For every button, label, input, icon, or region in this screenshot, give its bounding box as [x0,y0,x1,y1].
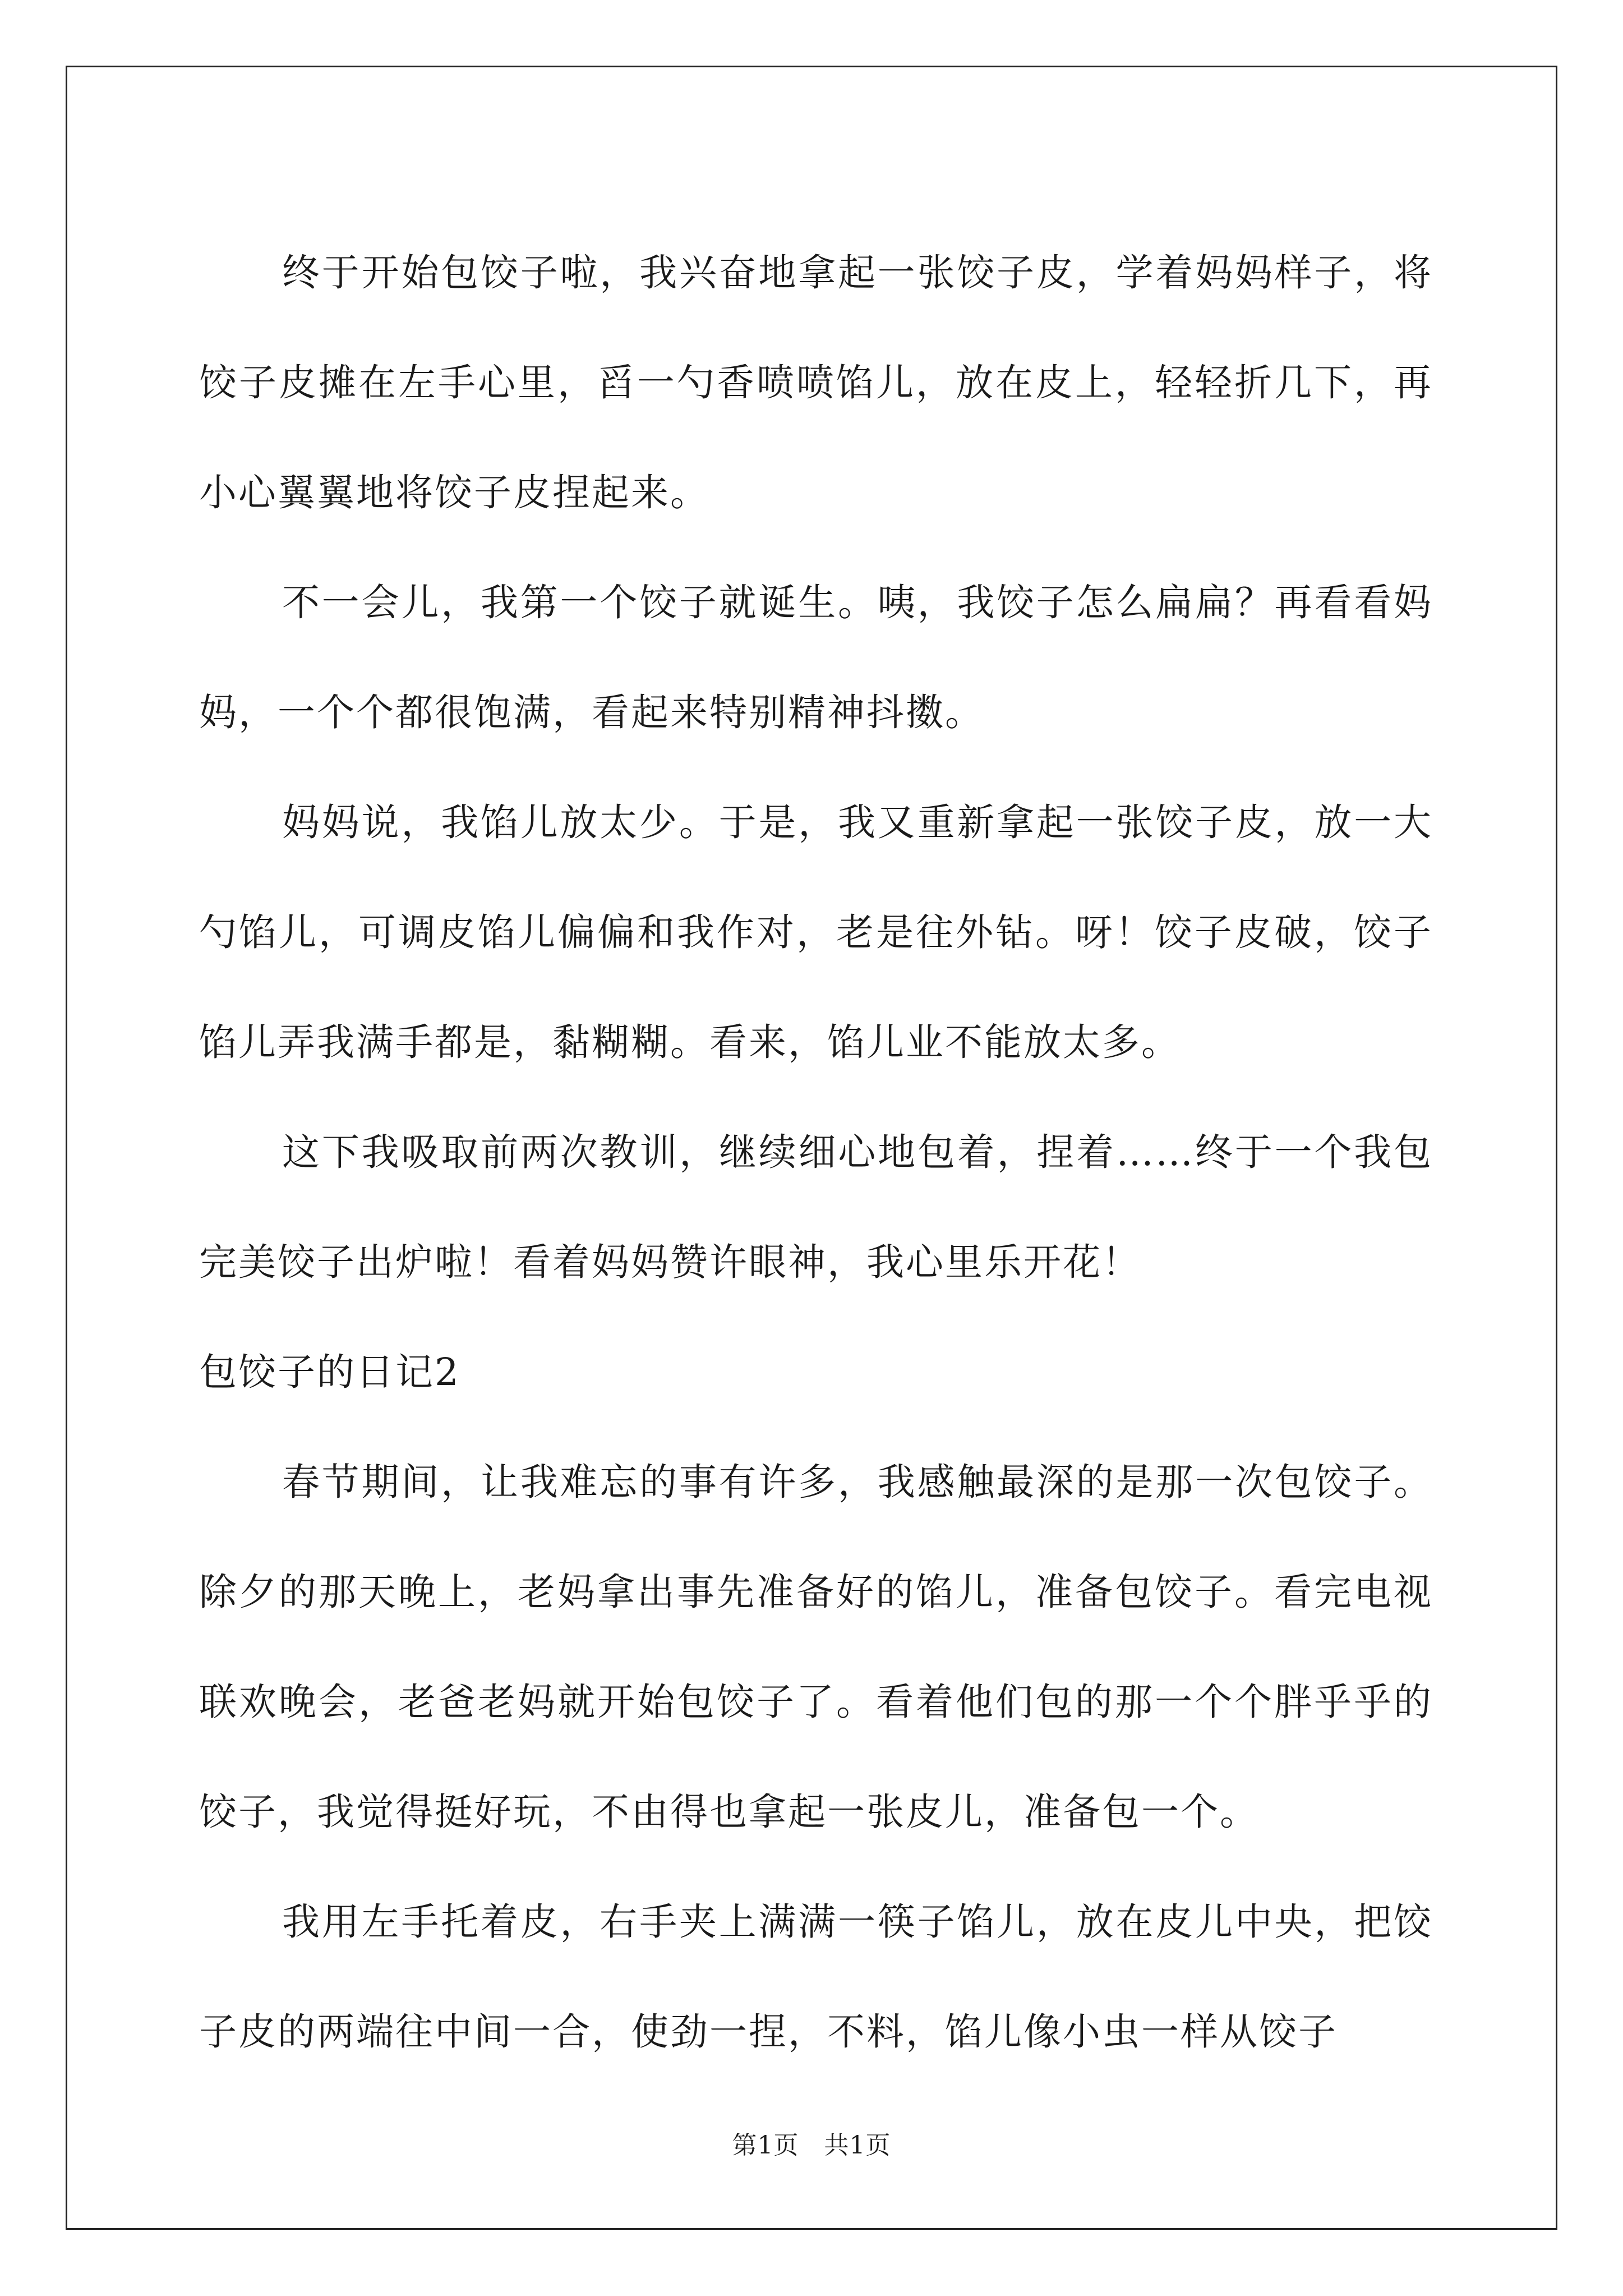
paragraph: 我用左手托着皮，右手夹上满满一筷子馅儿，放在皮儿中央，把饺子皮的两端往中间一合，使劲一捏，不料，馅儿像小虫一样从饺子 [199,1900,1433,2054]
paragraph: 这下我吸取前两次教训，继续细心地包着，捏着……终于一个我包完美饺子出炉啦！看着妈妈赞许眼神，我心里乐开花！ [199,1130,1433,1284]
paragraph: 妈妈说，我馅儿放太少。于是，我又重新拿起一张饺子皮，放一大勺馅儿，可调皮馅儿偏偏和我作对，老是往外钻。呀！饺子皮破，饺子馅儿弄我满手都是，黏糊糊。看来，馅儿业不能放太多。 [199,800,1433,1064]
page-number: 第1页 [732,2131,799,2160]
paragraph: 终于开始包饺子啦，我兴奋地拿起一张饺子皮，学着妈妈样子，将饺子皮摊在左手心里，舀一勺香喷喷馅儿，放在皮上，轻轻折几下，再小心翼翼地将饺子皮捏起来。 [199,251,1433,514]
page-total: 共1页 [824,2131,891,2160]
document-body [199,218,1433,2087]
paragraph: 春节期间，让我难忘的事有许多，我感触最深的是那一次包饺子。除夕的那天晚上，老妈拿出事先准备好的馅儿，准备包饺子。看完电视联欢晚会，老爸老妈就开始包饺子了。看着他们包的那一个个胖乎乎的饺子，我觉得挺好玩，不由得也拿起一张皮儿，准备包一个。 [199,1460,1433,1834]
page-footer [0,2129,1623,2162]
section-heading: 包饺子的日记2 [199,1350,460,1394]
paragraph: 不一会儿，我第一个饺子就诞生。咦，我饺子怎么扁扁？再看看妈妈，一个个都很饱满，看起来特别精神抖擞。 [199,581,1433,734]
